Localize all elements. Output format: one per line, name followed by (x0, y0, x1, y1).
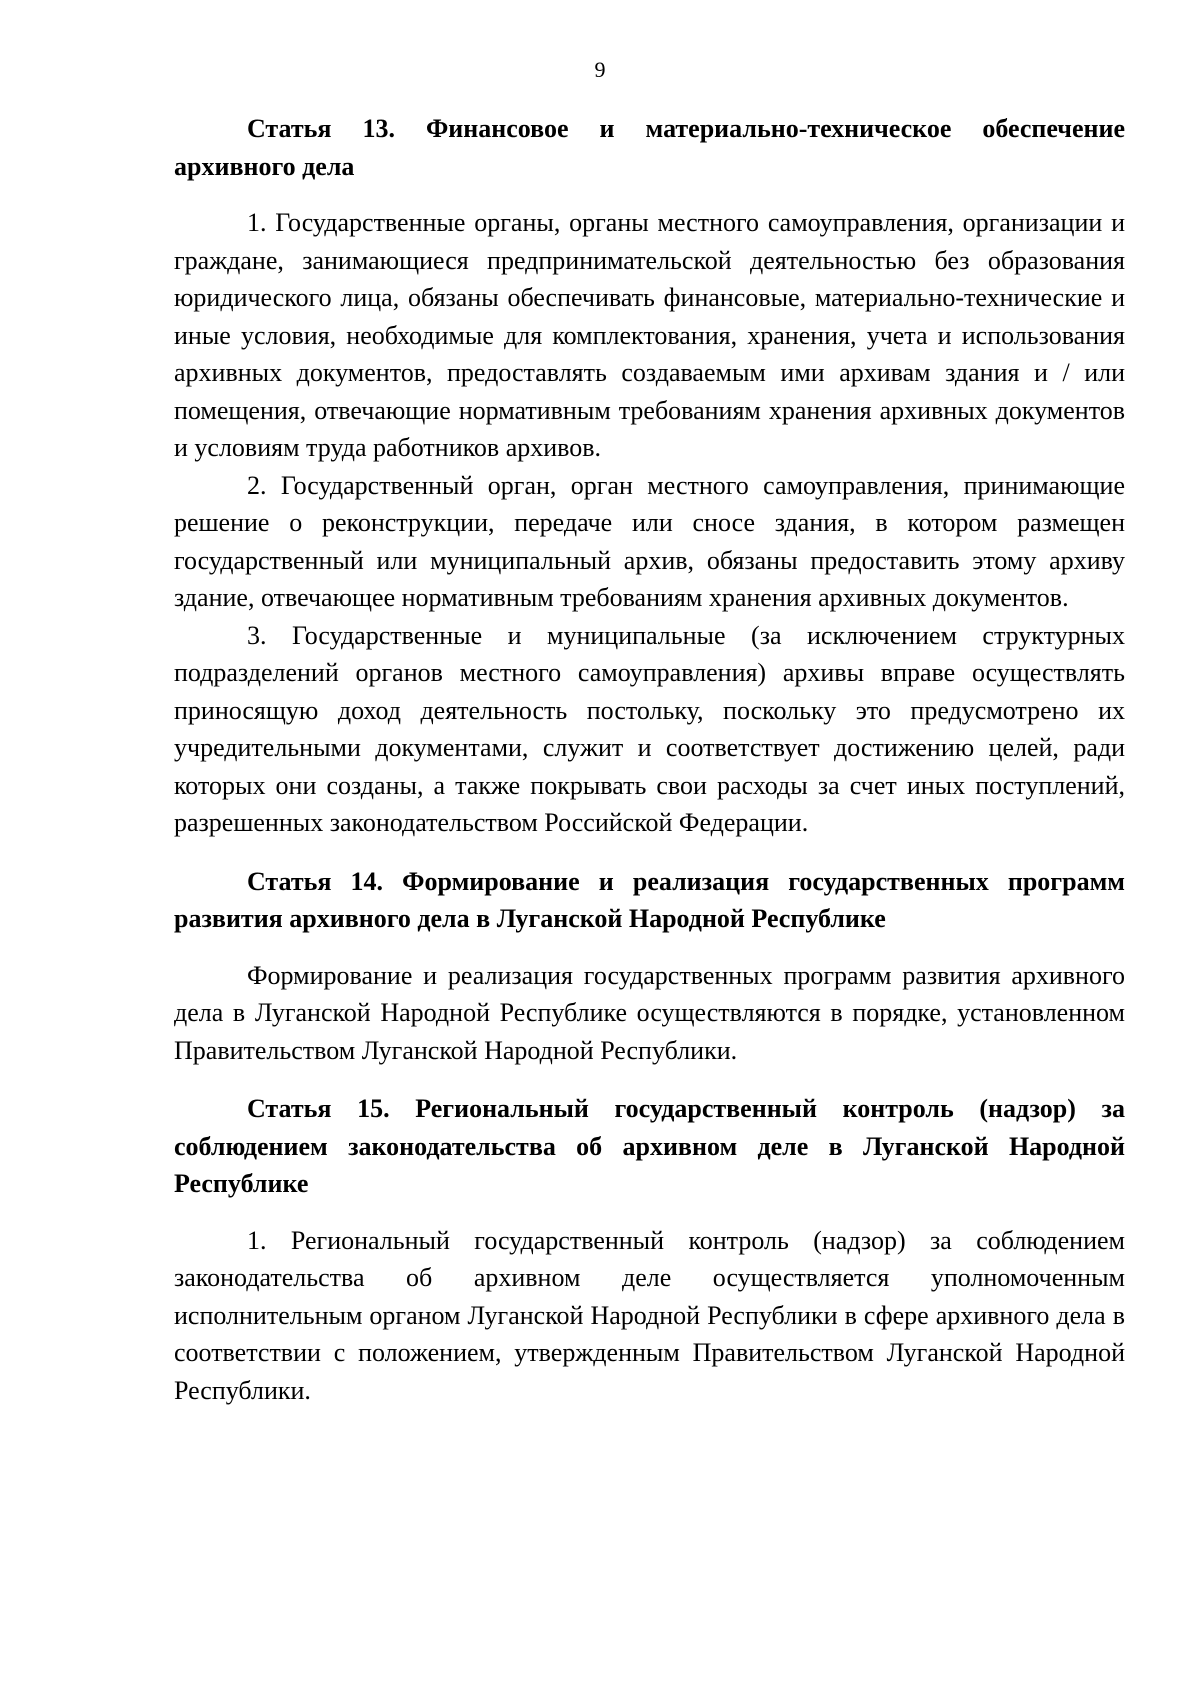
article-13-heading: Статья 13. Финансовое и материально-техническое обеспечение архивного дела (174, 114, 1125, 181)
article-13-paragraph-3: 3. Государственные и муниципальные (за исключением структурных подразделений органов местного самоуправления) архивы вправе осуществлять приносящую доход деятельность постольку, поскольку это предусмотрено их учредительными документами, служит и соответствует достижению целей, ради которых они созданы, а также покрывать свои расходы за счет иных поступлений, разрешенных законодательством Российской Федерации. (174, 620, 1125, 837)
article-13-paragraph-1: 1. Государственные органы, органы местного самоуправления, организации и граждане, занимающиеся предпринимательской деятельностью без образования юридического лица, обязаны обеспечивать финансовые, материально-технические и иные условия, необходимые для комплектования, хранения, учета и использования архивных документов, предоставлять создаваемым ими архивам здания и / или помещения, отвечающие нормативным требованиям хранения архивных документов и условиям труда работников архивов. (174, 208, 1125, 462)
article-15-heading: Статья 15. Региональный государственный контроль (надзор) за соблюдением законодательства об архивном деле в Луганской Народной Республике (174, 1094, 1125, 1198)
article-14-paragraph-1: Формирование и реализация государственных программ развития архивного дела в Луганской Народной Республике осуществляются в порядке, установленном Правительством Луганской Народной Республики. (174, 960, 1125, 1065)
article-14 (174, 863, 1125, 1070)
article-13-paragraph-2: 2. Государственный орган, орган местного самоуправления, принимающие решение о реконструкции, передаче или сносе здания, в котором размещен государственный или муниципальный архив, обязаны предоставить этому архиву здание, отвечающее нормативным требованиям хранения архивных документов. (174, 470, 1125, 612)
article-14-heading: Статья 14. Формирование и реализация государственных программ развития архивного дела в Луганской Народной Республике (174, 866, 1125, 933)
article-13 (174, 110, 1125, 842)
page-number: 9 (594, 57, 606, 82)
article-15-paragraph-1: 1. Региональный государственный контроль (надзор) за соблюдением законодательства об архивном деле осуществляется уполномоченным исполнительным органом Луганской Народной Республики в сфере архивного дела в соответствии с положением, утвержденным Правительством Луганской Народной Республики. (174, 1225, 1125, 1405)
document-body (174, 110, 1125, 1409)
article-15 (174, 1090, 1125, 1409)
